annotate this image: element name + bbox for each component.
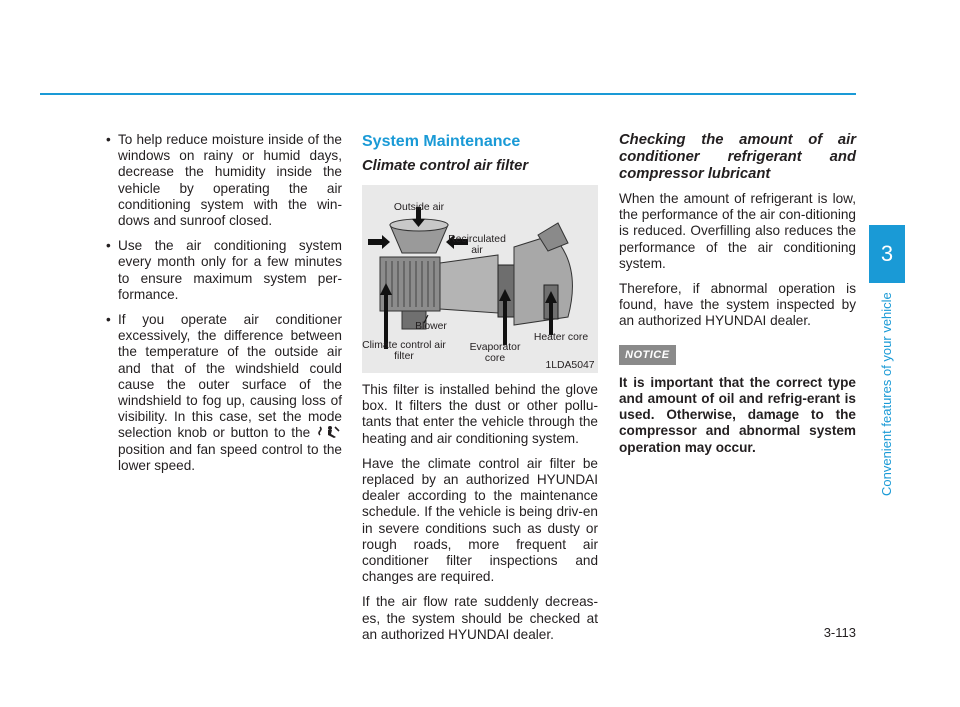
bullet-text: If you operate air conditioner excessively, the difference between the temperature of the outside air and that of the windshield could cause the outer surface of the windshield to fog up, causing loss of visibility. In this case, set the mode selection knob or button to the [118, 312, 342, 441]
section-title: System Maintenance [362, 133, 521, 150]
figure-code: 1LDA5047 [545, 360, 595, 371]
chapter-tab: 3 [869, 225, 905, 283]
paragraph: If the air flow rate suddenly decreas-es, the system should be checked at an authorized HYUNDAI dealer. [362, 594, 598, 642]
chapter-title: Convenient features of your vehicle [879, 292, 894, 496]
notice-text: It is important that the correct type and amount of oil and refrig-erant is used. Otherwise, damage to the compressor and abnormal system operation may occur. [619, 374, 856, 455]
notice-badge: NOTICE [619, 345, 676, 365]
header-rule [40, 93, 856, 95]
label-outside-air: Outside air [393, 202, 445, 213]
label-heater-core: Heater core [533, 332, 589, 343]
page-number: 3-113 [823, 625, 856, 640]
paragraph: Have the climate control air filter be replaced by an authorized HYUNDAI dealer according to the maintenance schedule. If the vehicle is being driv-en in severe conditions such as dusty or rough roads, more frequent air conditioner filter inspections and changes are required. [362, 455, 598, 585]
paragraph: When the amount of refrigerant is low, the performance of the air con-ditioning is reduced. Overfilling also reduces the performance of the air conditioning system. [619, 191, 856, 271]
subheading: Climate control air filter [362, 158, 529, 174]
column-middle [362, 132, 598, 652]
bullet-item [106, 312, 342, 474]
label-blower: Blower [415, 321, 447, 332]
column-right [619, 132, 856, 465]
bullet-item: • To help reduce moisture inside of the windows on rainy or humid days, decrease the humidity inside the vehicle by operating the air conditioning system with the win-dows and sunroof closed. [106, 132, 342, 229]
bullet-item: • Use the air conditioning system every month only for a few minutes to ensure maximum system per-formance. [106, 238, 342, 303]
paragraph: Therefore, if abnormal operation is found, have the system inspected by an authorized HYUNDAI dealer. [619, 281, 856, 329]
column-left [106, 132, 342, 483]
label-recirculated-air: Recirculated air [448, 234, 506, 256]
label-climate-filter: Climate control air filter [362, 340, 446, 362]
hvac-diagram [362, 185, 598, 373]
bullet-text: position and fan speed control to the lower speed. [118, 441, 342, 473]
label-evaporator: Evaporator core [469, 342, 521, 364]
paragraph: This filter is installed behind the glove box. It filters the dust or other pollu-tants that enter the vehicle through the heating and air conditioning system. [362, 382, 598, 446]
chapter-title-vertical [876, 292, 898, 500]
defrost-floor-mode-icon [316, 425, 342, 439]
subheading: Checking the amount of air conditioner refrigerant and compressor lubricant [619, 132, 856, 182]
